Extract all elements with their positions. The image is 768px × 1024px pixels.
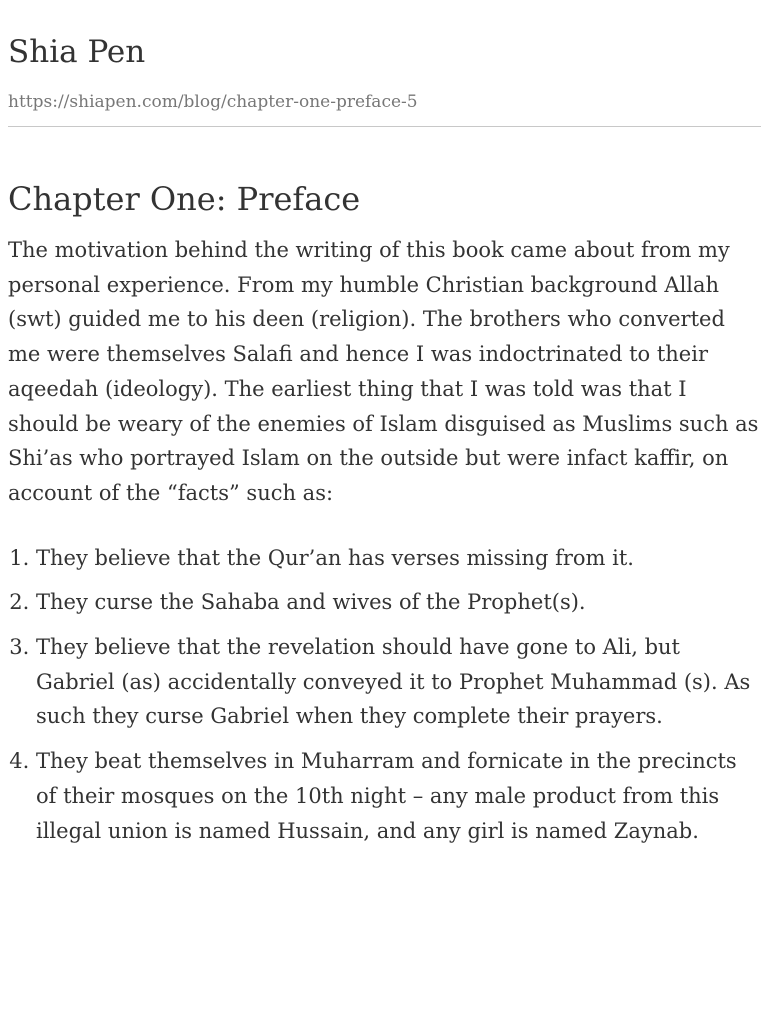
claims-list xyxy=(8,541,760,849)
list-item: 1. They believe that the Qur’an has verses missing from it. xyxy=(36,541,760,576)
list-item: 2. They curse the Sahaba and wives of the Prophet(s). xyxy=(36,585,760,620)
header-divider xyxy=(8,126,761,127)
article-title: Chapter One: Preface xyxy=(8,180,361,218)
list-item: 3. They believe that the revelation should have gone to Ali, but Gabriel (as) accidentally conveyed it to Prophet Muhammad (s). As such they curse Gabriel when they complete their prayers. xyxy=(36,630,760,734)
site-title[interactable]: Shia Pen xyxy=(8,34,146,70)
article-url-link[interactable]: https://shiapen.com/blog/chapter-one-preface-5 xyxy=(8,92,418,112)
list-item: 4. They beat themselves in Muharram and fornicate in the precincts of their mosques on the 10th night – any male product from this illegal union is named Hussain, and any girl is named Zaynab. xyxy=(36,744,760,848)
intro-paragraph: The motivation behind the writing of this book came about from my personal experience. From my humble Christian background Allah (swt) guided me to his deen (religion). The brothers who converted me were themselves Salafi and hence I was indoctrinated to their aqeedah (ideology). The earliest thing that I was told was that I should be weary of the enemies of Islam disguised as Muslims such as Shi’as who portrayed Islam on the outside but were infact kaffir, on account of the “facts” such as: xyxy=(8,238,759,505)
